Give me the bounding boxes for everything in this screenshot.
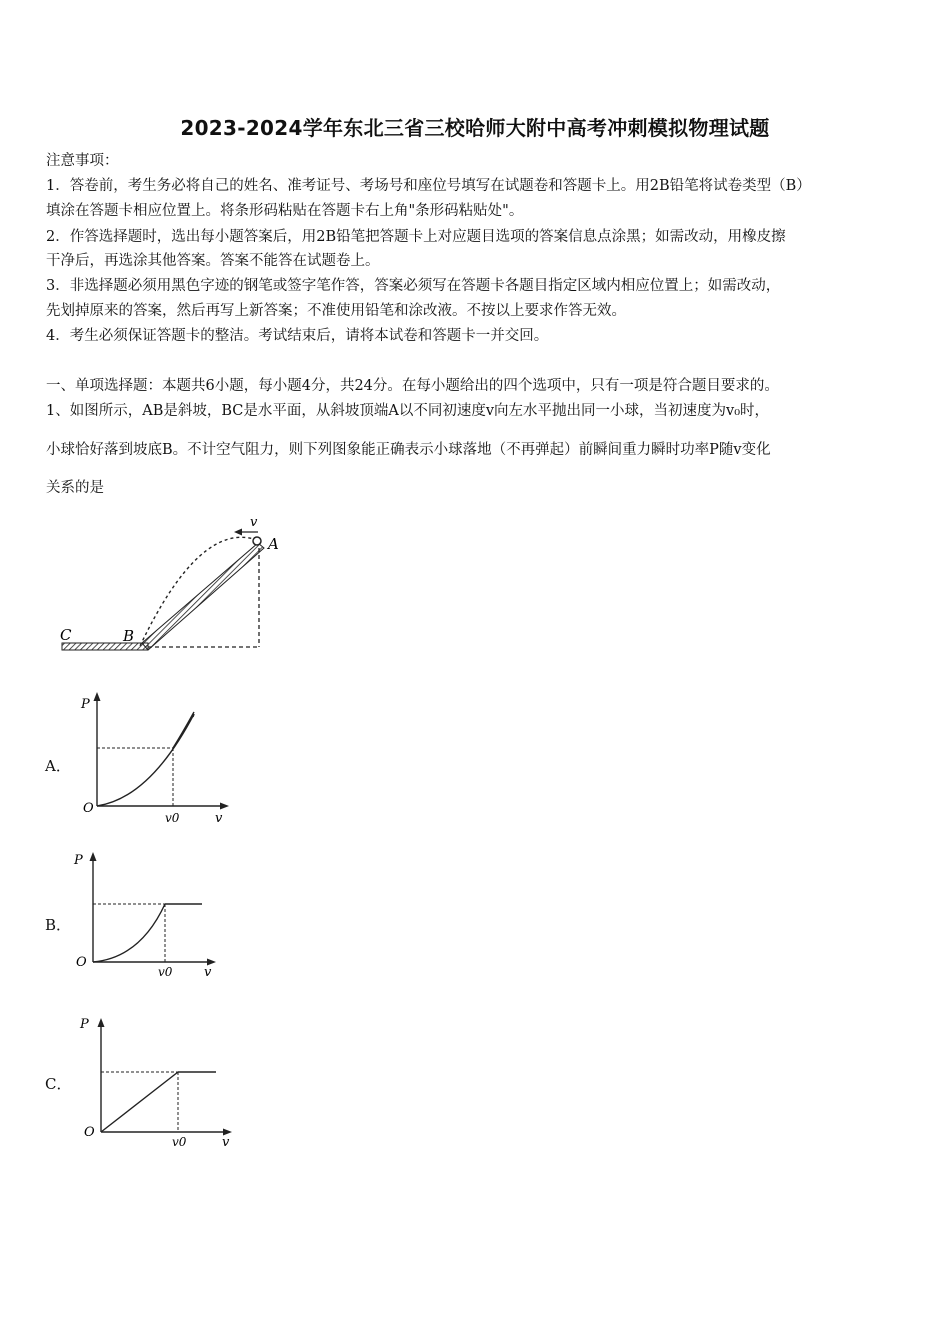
notice-line: 1．答卷前，考生务必将自己的姓名、准考证号、考场号和座位号填写在试题卷和答题卡上。用2B铅笔将试卷类型（B） xyxy=(46,178,811,194)
notice-heading: 注意事项： xyxy=(46,153,119,169)
option-b-graph[interactable] xyxy=(70,848,230,983)
velocity-label: v xyxy=(250,515,258,530)
ground-surface xyxy=(62,643,148,650)
notice-line: 干净后，再选涂其他答案。答案不能答在试题卷上。 xyxy=(46,253,380,269)
point-b-label: B xyxy=(123,627,135,645)
option-a-label[interactable]: A． xyxy=(45,757,71,775)
question-text: 关系的是 xyxy=(46,480,104,496)
x-axis-label: v xyxy=(222,1135,230,1150)
slope-surface xyxy=(142,543,264,650)
option-a-graph[interactable] xyxy=(75,690,235,825)
slope-diagram xyxy=(50,510,290,660)
option-c-graph[interactable] xyxy=(78,1012,243,1152)
x-axis-label: v xyxy=(204,965,212,980)
ball xyxy=(253,537,261,545)
option-c-label[interactable]: C． xyxy=(45,1075,72,1093)
v0-label: v0 xyxy=(172,1135,187,1149)
line xyxy=(101,1072,178,1132)
notice-line: 3．非选择题必须用黑色字迹的钢笔或签字笔作答，答案必须写在答题卡各题目指定区域内相应位置上；如需改动， xyxy=(46,278,781,294)
notice-line: 先划掉原来的答案，然后再写上新答案；不准使用铅笔和涂改液。不按以上要求作答无效。 xyxy=(46,303,626,319)
notice-line: 2．作答选择题时，选出每小题答案后，用2B铅笔把答题卡上对应题目选项的答案信息点涂黑；如需改动，用橡皮擦 xyxy=(46,229,786,245)
y-axis-label: P xyxy=(74,853,83,868)
origin-label: O xyxy=(84,1125,95,1140)
notice-line: 填涂在答题卡相应位置上。将条形码粘贴在答题卡右上角"条形码粘贴处"。 xyxy=(46,203,524,219)
question-text: 小球恰好落到坡底B。不计空气阻力，则下列图象能正确表示小球落地（不再弹起）前瞬间重力瞬时功率P随v变化 xyxy=(46,442,771,458)
question-text: 1、如图所示，AB是斜坡，BC是水平面，从斜坡顶端A以不同初速度v向左水平抛出同一小球，当初速度为v₀时， xyxy=(46,403,770,419)
section-heading: 一、单项选择题：本题共6小题，每小题4分，共24分。在每小题给出的四个选项中，只有一项是符合题目要求的。 xyxy=(46,378,779,394)
v0-label: v0 xyxy=(165,811,180,825)
y-axis-label: P xyxy=(81,697,90,712)
x-axis-label: v xyxy=(215,811,223,826)
page-title: 2023-2024学年东北三省三校哈师大附中高考冲刺模拟物理试题 xyxy=(180,116,770,140)
point-a-label: A xyxy=(268,535,279,553)
origin-label: O xyxy=(76,955,87,970)
option-b-label[interactable]: B． xyxy=(45,916,72,934)
notice-line: 4．考生必须保证答题卡的整洁。考试结束后，请将本试卷和答题卡一并交回。 xyxy=(46,328,549,344)
curve xyxy=(93,904,165,962)
point-c-label: C xyxy=(60,626,72,644)
origin-label: O xyxy=(83,801,94,816)
y-axis-label: P xyxy=(80,1017,89,1032)
v0-label: v0 xyxy=(158,965,173,979)
curve xyxy=(97,714,194,806)
